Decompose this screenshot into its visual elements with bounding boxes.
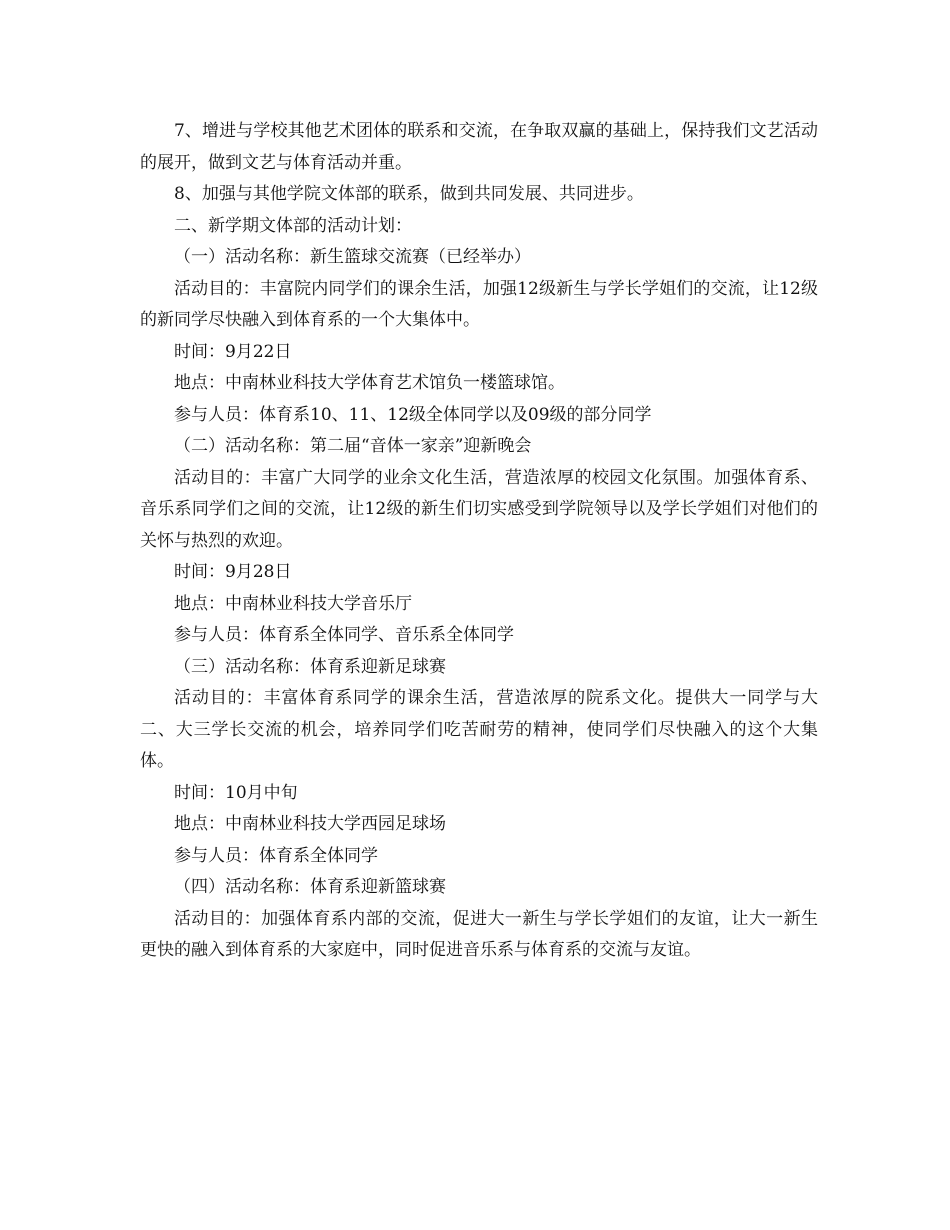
activity-1-location: 地点：中南林业科技大学体育艺术馆负一楼篮球馆。 (174, 373, 565, 393)
activity-1-participants: 参与人员：体育系10、11、12级全体同学以及09级的部分同学 (174, 404, 652, 425)
activity-2-purpose: 活动目的：丰富广大同学的业余文化生活，营造浓厚的校园文化氛围。加强体育系、音乐系同学们之间的交流，让12级的新生们切实感受到学院领导以及学长学姐们对他们的关怀与热烈的欢迎。 (140, 467, 818, 551)
section-heading-activity-plan: 二、新学期文体部的活动计划： (174, 215, 412, 236)
activity-4-purpose: 活动目的：加强体育系内部的交流，促进大一新生与学长学姐们的友谊，让大一新生更快的融入到体育系的大家庭中，同时促进音乐系与体育系的交流与友谊。 (140, 908, 818, 960)
activity-3-name: （三）活动名称：体育系迎新足球赛 (174, 656, 446, 677)
activity-3-location: 地点：中南林业科技大学西园足球场 (174, 814, 446, 834)
activity-1-time: 时间：9月22日 (174, 341, 292, 362)
activity-3-purpose: 活动目的：丰富体育系同学的课余生活，营造浓厚的院系文化。提供大一同学与大二、大三学长交流的机会，培养同学们吃苦耐劳的精神，使同学们尽快融入的这个大集体。 (140, 688, 818, 771)
activity-2-participants: 参与人员：体育系全体同学、音乐系全体同学 (174, 625, 514, 645)
document-body (140, 116, 818, 967)
activity-2-time: 时间：9月28日 (174, 562, 292, 582)
activity-2-location: 地点：中南林业科技大学音乐厅 (174, 593, 412, 614)
activity-2-name: （二）活动名称：第二届“音体一家亲”迎新晚会 (174, 436, 532, 456)
activity-3-participants: 参与人员：体育系全体同学 (174, 845, 378, 866)
paragraph-item-8: 8、加强与其他学院文体部的联系，做到共同发展、共同进步。 (174, 184, 644, 204)
activity-1-purpose: 活动目的：丰富院内同学们的课余生活，加强12级新生与学长学姐们的交流，让12级的新同学尽快融入到体育系的一个大集体中。 (140, 278, 818, 330)
activity-3-time: 时间：10月中旬 (174, 782, 298, 803)
activity-1-name: （一）活动名称：新生篮球交流赛（已经举办） (174, 247, 531, 267)
paragraph-item-7: 7、增进与学校其他艺术团体的联系和交流，在争取双赢的基础上，保持我们文艺活动的展开，做到文艺与体育活动并重。 (140, 121, 818, 173)
activity-4-name: （四）活动名称：体育系迎新篮球赛 (174, 877, 446, 897)
